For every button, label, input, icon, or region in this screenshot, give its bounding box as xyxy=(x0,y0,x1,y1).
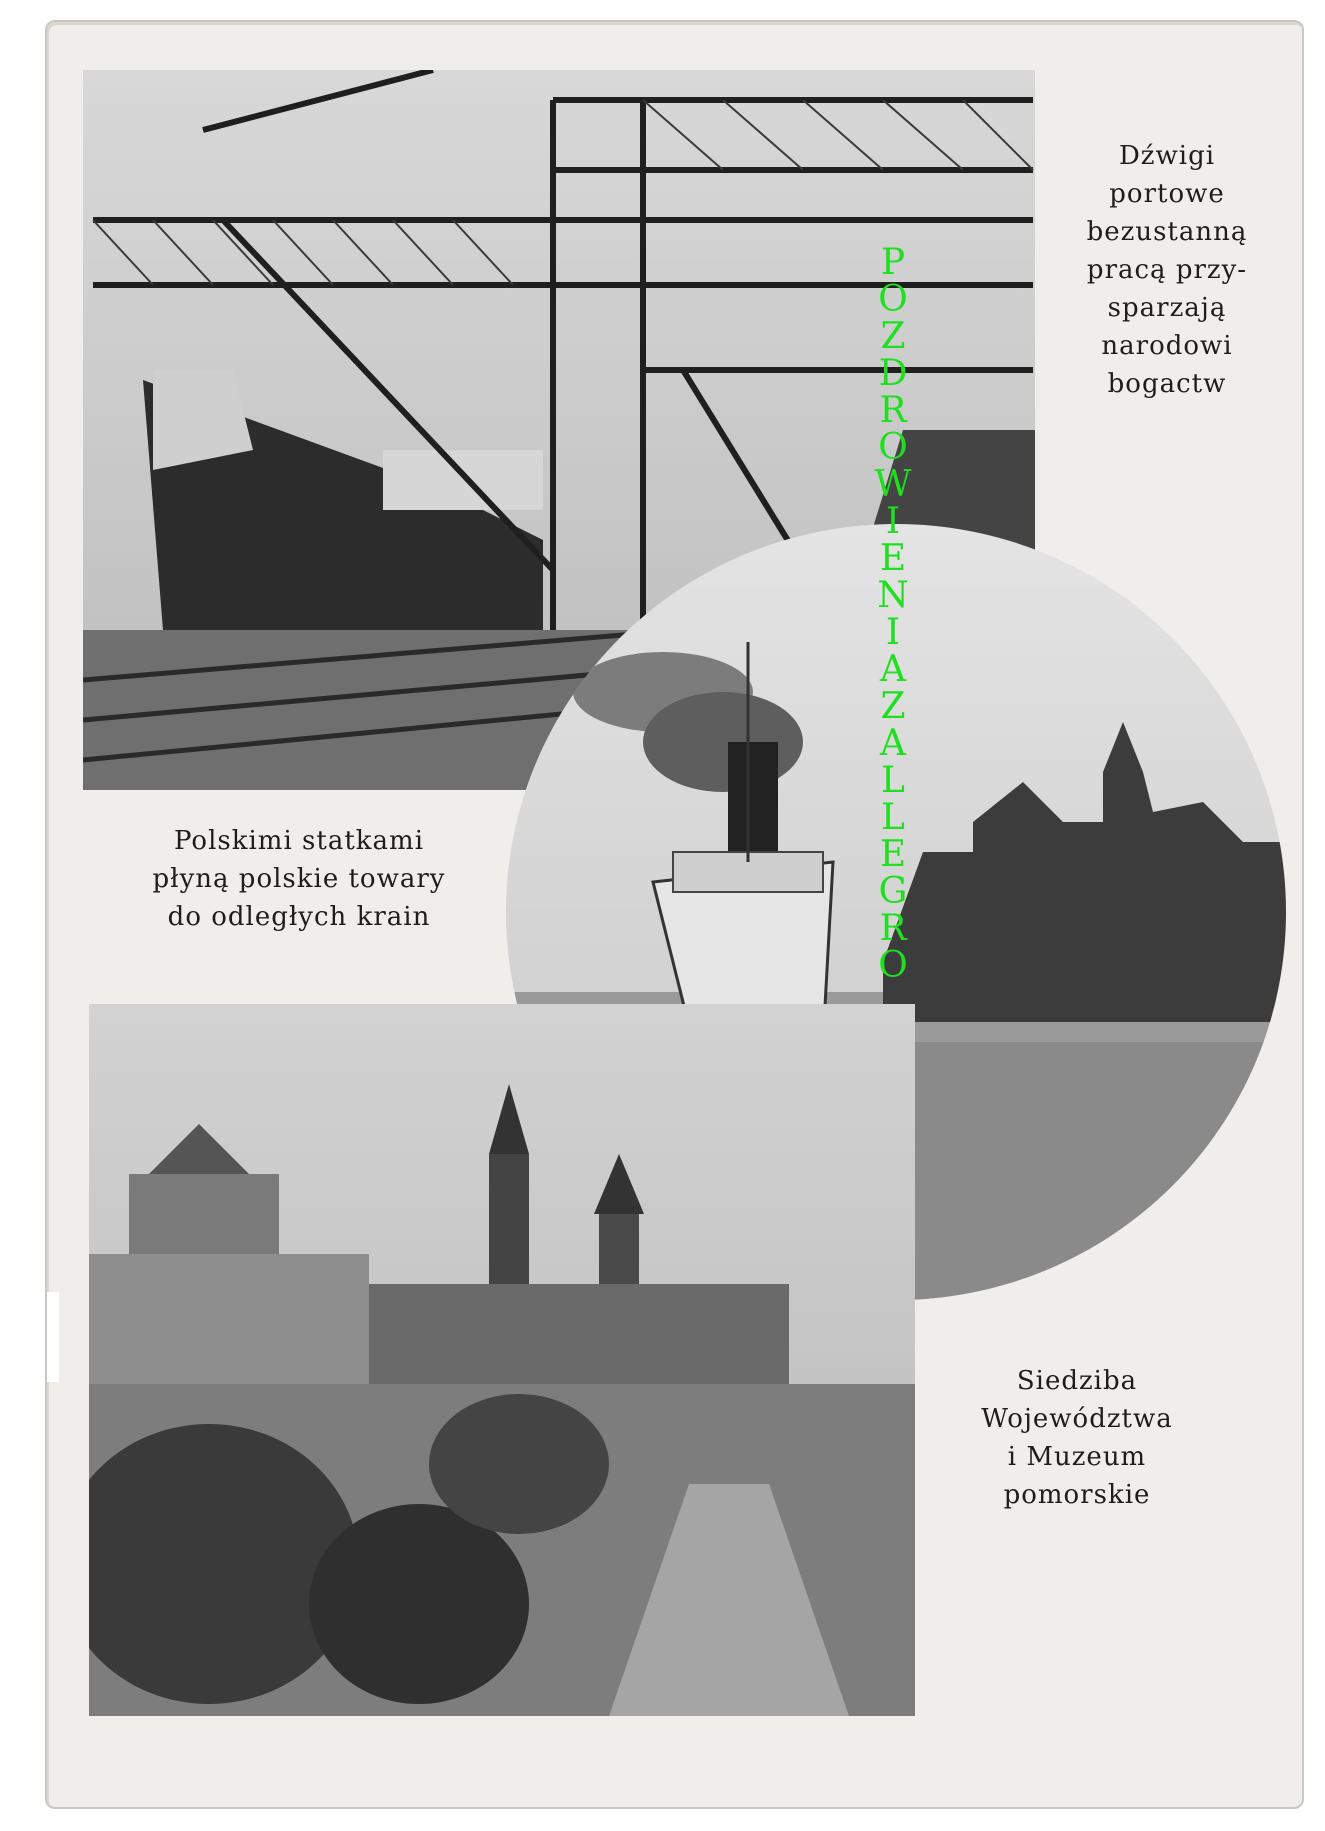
caption-line: pracą przy- xyxy=(1086,255,1248,285)
caption-line: bogactw xyxy=(1107,369,1227,399)
ships-caption xyxy=(109,822,489,936)
caption-line: portowe xyxy=(1109,179,1225,209)
greeting-letter: R xyxy=(879,908,907,949)
greeting-letter: Z xyxy=(880,686,906,727)
greeting-letter: D xyxy=(878,353,908,394)
greeting-letter: E xyxy=(879,538,907,579)
caption-line: Polskimi statkami xyxy=(173,826,425,856)
government-seat-photo xyxy=(89,1004,915,1716)
greeting-letter: N xyxy=(877,575,909,616)
caption-line: sparzają xyxy=(1107,293,1227,323)
greeting-letter: I xyxy=(885,501,901,542)
greeting-letter: G xyxy=(878,871,908,912)
greeting-letter: L xyxy=(881,760,905,801)
caption-line: Dźwigi xyxy=(1118,141,1216,171)
greeting-letter: Z xyxy=(880,316,906,357)
greeting-letter: O xyxy=(878,427,908,468)
greeting-letter: A xyxy=(880,649,906,690)
caption-line: pomorskie xyxy=(1003,1480,1151,1510)
greeting-letter: E xyxy=(879,834,907,875)
greeting-letter: W xyxy=(874,464,912,505)
greeting-overlay xyxy=(865,244,921,984)
greeting-letter: O xyxy=(878,279,908,320)
greeting-letter: A xyxy=(880,723,906,764)
torn-edge xyxy=(47,1292,59,1382)
caption-line: Województwa xyxy=(981,1404,1173,1434)
caption-line: Siedziba xyxy=(1016,1366,1138,1396)
caption-line: do odległych krain xyxy=(167,902,431,932)
caption-line: płyną polskie towary xyxy=(152,864,446,894)
greeting-letter: O xyxy=(878,945,908,986)
caption-line: bezustanną xyxy=(1086,217,1248,247)
greeting-letter: P xyxy=(880,242,906,283)
greeting-letter: I xyxy=(885,612,901,653)
seat-caption xyxy=(947,1362,1207,1514)
greeting-letter: R xyxy=(879,390,907,431)
greeting-letter: L xyxy=(881,797,905,838)
caption-line: i Muzeum xyxy=(1007,1442,1147,1472)
cranes-caption xyxy=(1067,137,1267,403)
caption-line: narodowi xyxy=(1101,331,1233,361)
postcard xyxy=(45,20,1304,1809)
